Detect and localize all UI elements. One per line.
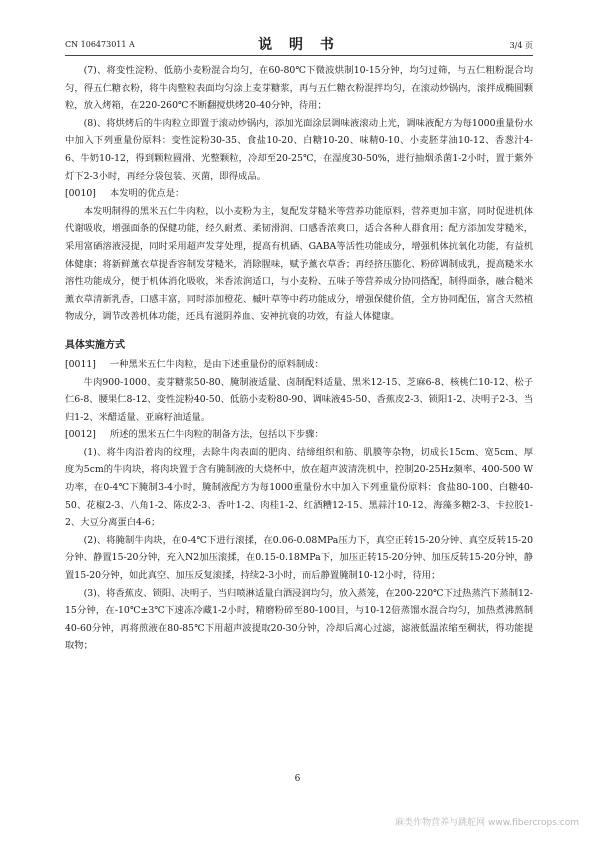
step-2-paragraph: (2)、将腌制牛肉块，在0-4℃下进行滚揉，在0.06-0.08MPa压力下，真空正转15-20分钟、真空反转15-20分钟、静置15-20分钟，充入N2加压滚揉，在0.15-0.18MPa下，加压正转15-20分钟、加压反转15-20分钟，静置15-20分钟，如此真空、加压反复滚揉，持续2-3小时，而后静置腌制10-12小时，待用；: [65, 534, 533, 582]
step-8-paragraph: (8)、将烘烤后的牛肉粒立即置于滚动炒锅内，添加光面涂层调味液滚动上光，调味液配方为每1000重量份水中加入下列重量份原料：变性淀粉30-35、食盐10-20、白糖10-20、味精0-10、小麦胚芽油10-12、香葱汁4-6、牛奶10-12，得到颗粒圆滑、光整颗粒，冷却至20-25℃，在湿度30-50%，进行抽烟杀菌1-2小时，置于紫外灯下2-3小时，再经分袋包装、灭菌，即得成品。: [65, 117, 533, 182]
p0011-lead-text: 一种黑米五仁牛肉粒，是由下述重量份的原料制成：: [109, 358, 324, 370]
page-number: 6: [294, 774, 301, 784]
ingredients-paragraph: 牛肉900-1000、麦芽糖浆50-80、腌制液适量、卤制配料适量、黑米12-15、芝麻6-8、核桃仁10-12、松子仁6-8、腰果仁8-12、变性淀粉40-50、低筋小麦粉80-90、调味液45-50、香蕉皮2-3、锁阳1-2、决明子2-3、当归1-2、米醋适量、亚麻籽油适量。: [65, 376, 533, 423]
page-indicator: 3/4 页: [509, 41, 533, 50]
p0012-lead-text: 所述的黑米五仁牛肉粒的制备方法，包括以下步骤：: [109, 429, 324, 441]
document-body: [65, 62, 533, 655]
advantages-lead-text: 本发明的优点是：: [109, 188, 185, 200]
paragraph-number: [0011]: [65, 358, 96, 370]
p0011-lead: [65, 356, 533, 374]
advantages-lead: [65, 185, 533, 203]
header-rule: [65, 55, 533, 56]
step-7-paragraph: (7)、将变性淀粉、低筋小麦粉混合均匀，在60-80℃下微波烘制10-15分钟，均匀过筛，与五仁粗粉混合均匀，得五仁糖衣粉，将牛肉整粒表面均匀涂上麦芽糖浆，再与五仁糖衣粉混拌均匀，在滚动炒锅内，滚拌成椭圆颗粒，放入烤箱，在220-260℃不断翻搅烘烤20-40分钟，待用；: [65, 65, 533, 112]
p0012-lead: [65, 426, 533, 444]
section-title: 具体实施方式: [65, 339, 125, 351]
document-title: 说 明 书: [258, 37, 340, 53]
paragraph-number: [0012]: [65, 429, 96, 441]
advantages-paragraph: 本发明制得的黑米五仁牛肉粒，以小麦粉为主，复配发芽糙米等营养功能原料，营养更加丰富，同时促进机体代谢吸收，增强面条的保健功能，经久耐煮、柔韧滑润、口感香浓爽口，适合各种人群食用；配方添加发芽糙米，采用富硒溶液浸提，同时采用超声发芽处理，提高有机硒、GABA等活性功能成分，增强机体抗氧化功能，有益机体健康；将新鲜薰衣草提香容制发芽糙米，消除腥味，赋予薰衣草香；再经挤压膨化、粉碎调制成乳，提高糙米水溶性功能成分，便于机体消化吸收，米香浓润适口，与小麦粉、五味子等营养成分协同搭配，制得面条，融合糙米薰衣草清新乳香，口感丰富，同时添加橙花、槭叶草等中药功能成分，增强保健价值，全方协同配伍，富含天然植物成分，调节改善机体功能，还具有滋阴养血、安神抗衰的功效，有益人体健康。: [65, 205, 533, 323]
watermark: 麻类作物营养与跳舵网 www.fibercrops.com: [395, 818, 579, 828]
paragraph-number: [0010]: [65, 188, 96, 200]
step-3-paragraph: (3)、将香蕉皮、锁阳、决明子、当归喷淋适量白酒浸润均匀，放入蒸笼，在200-220℃下过热蒸汽下蒸制12-15分钟，在-10℃±3℃下速冻冷藏1-2小时，精磨粉碎至80-100目，与10-12倍蒸馏水混合均匀，加热煮沸熬制40-60分钟，再将煎液在80-85℃下用超声波提取20-30分钟，冷却后离心过滤，滤液低温浓缩至稠状，得功能提取物；: [65, 587, 533, 652]
step-1-paragraph: (1)、将牛肉沿着肉的纹理，去除牛肉表面的肥肉、结缔组织和筋、肌膜等杂物，切成长15cm、宽5cm、厚度为5cm的牛肉块，将肉块置于含有腌制液的大烧杯中，放在超声波清洗机中，控制20-25Hz频率、400-500 W功率，在0-4℃下腌制3-4小时，腌制液配方为每1000重量份水中加入下列重量份原料：食盐80-100、白糖40-50、花椒2-3、八角1-2、陈皮2-3、香叶1-2、肉桂1-2、红酒糟12-15、黑蒜汁10-12、海藻多糖2-3、卡拉胶1-2、大豆分离蛋白4-6；: [65, 446, 533, 529]
page-header: [65, 34, 533, 52]
patent-number: CN 106473011 A: [65, 40, 135, 49]
